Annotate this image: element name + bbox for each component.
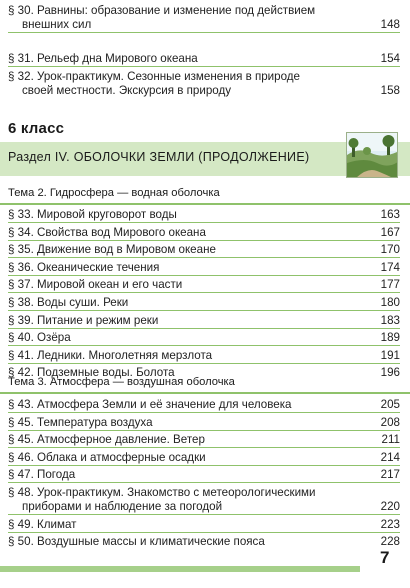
landscape-image-icon bbox=[347, 133, 398, 178]
toc-entry[interactable] bbox=[8, 486, 400, 515]
toc-entry-title: § 35. Движение вод в Мировом океане bbox=[8, 243, 216, 257]
toc-entry-page: 217 bbox=[380, 468, 400, 482]
toc-entry[interactable] bbox=[8, 208, 400, 223]
landscape-illustration bbox=[346, 132, 398, 178]
toc-entry-title-cont: внешних сил bbox=[22, 18, 92, 31]
toc-entry-title: § 43. Атмосфера Земли и её значение для человека bbox=[8, 398, 292, 411]
toc-entry[interactable] bbox=[8, 416, 400, 431]
toc-entry-title: § 45. Температура воздуха bbox=[8, 415, 153, 429]
toc-entry-page: 183 bbox=[380, 313, 400, 327]
toc-entry-title: § 30. Равнины: образование и изменение под действием bbox=[8, 4, 316, 17]
toc-entry[interactable] bbox=[8, 314, 400, 329]
topic-title-hydrosphere: Тема 2. Гидросфера — водная оболочка bbox=[8, 187, 220, 199]
toc-entry[interactable] bbox=[8, 278, 400, 293]
toc-entry[interactable] bbox=[8, 331, 400, 346]
toc-entry-title: § 42. Подземные воды. Болота bbox=[8, 366, 175, 380]
topic-title-atmosphere: Тема 3. Атмосфера — воздушная оболочка bbox=[8, 376, 235, 388]
toc-entry-title: § 38. Воды суши. Реки bbox=[8, 296, 129, 309]
toc-entry-page: 214 bbox=[380, 450, 400, 464]
toc-entry[interactable] bbox=[8, 349, 400, 364]
toc-entry-page: 208 bbox=[380, 415, 400, 429]
toc-entry[interactable] bbox=[8, 398, 400, 413]
toc-entry-page: 191 bbox=[380, 348, 400, 362]
toc-entry-page: 180 bbox=[380, 296, 400, 309]
toc-entry-page: 167 bbox=[380, 225, 400, 239]
toc-entry[interactable] bbox=[8, 226, 400, 241]
toc-entry-title-cont: приборами и наблюдение за погодой bbox=[22, 500, 223, 513]
toc-entry-page: 196 bbox=[380, 366, 400, 380]
toc-entry-title: § 34. Свойства вод Мирового океана bbox=[8, 225, 206, 239]
toc-entry-title: § 41. Ледники. Многолетняя мерзлота bbox=[8, 348, 213, 362]
toc-entry[interactable] bbox=[8, 535, 400, 549]
toc-entry-page: 163 bbox=[380, 208, 400, 221]
toc-entry-page: 228 bbox=[380, 535, 400, 549]
bottom-accent-bar bbox=[0, 566, 360, 572]
toc-entry-title: § 49. Климат bbox=[8, 517, 77, 531]
toc-entry-page: 189 bbox=[380, 331, 400, 345]
toc-entry-page: 174 bbox=[380, 260, 400, 274]
toc-entry-page: 205 bbox=[380, 398, 400, 411]
toc-entry-32[interactable] bbox=[8, 70, 400, 98]
toc-entry[interactable] bbox=[8, 518, 400, 533]
toc-entry-page: 223 bbox=[380, 517, 400, 531]
toc-entry[interactable] bbox=[8, 468, 400, 483]
toc-entry-title: § 39. Питание и режим реки bbox=[8, 313, 159, 327]
toc-entry-title-cont: своей местности. Экскурсия в природу bbox=[22, 84, 232, 97]
toc-entry-30[interactable] bbox=[8, 4, 400, 33]
toc-entry[interactable] bbox=[8, 261, 400, 276]
toc-entry-title: § 40. Озёра bbox=[8, 331, 71, 345]
toc-entry[interactable] bbox=[8, 243, 400, 258]
toc-entry-page: 211 bbox=[381, 433, 400, 447]
toc-entry-title: § 32. Урок-практикум. Сезонные изменения в природе bbox=[8, 70, 301, 83]
toc-entry-title: § 31. Рельеф дна Мирового океана bbox=[8, 52, 198, 65]
toc-entry-page: 177 bbox=[380, 278, 400, 292]
toc-entry-31[interactable] bbox=[8, 52, 400, 67]
toc-entry-title: § 46. Облака и атмосферные осадки bbox=[8, 450, 206, 464]
topic-rule bbox=[0, 203, 410, 205]
toc-entry-title: § 36. Океанические течения bbox=[8, 260, 160, 274]
toc-entry-title: § 45. Атмосферное давление. Ветер bbox=[8, 433, 205, 447]
toc-entry-page: 158 bbox=[380, 84, 400, 97]
toc-entry-title: § 37. Мировой океан и его части bbox=[8, 278, 183, 292]
toc-entry[interactable] bbox=[8, 451, 400, 466]
toc-entry-page: 220 bbox=[380, 500, 400, 513]
toc-entry-title: § 48. Урок-практикум. Знакомство с метеорологическими bbox=[8, 486, 316, 499]
toc-entry-page: 154 bbox=[380, 52, 400, 65]
toc-entry-page: 170 bbox=[380, 243, 400, 257]
grade-heading: 6 класс bbox=[8, 120, 65, 137]
page-number: 7 bbox=[380, 548, 390, 567]
section-title: Раздел IV. ОБОЛОЧКИ ЗЕМЛИ (ПРОДОЛЖЕНИЕ) bbox=[8, 150, 310, 164]
toc-entry[interactable] bbox=[8, 433, 400, 448]
toc-entry[interactable] bbox=[8, 296, 400, 311]
toc-entry-title: § 50. Воздушные массы и климатические пояса bbox=[8, 535, 265, 549]
toc-entry-page: 148 bbox=[380, 18, 400, 31]
topic-rule bbox=[0, 392, 410, 394]
toc-entry-title: § 33. Мировой круговорот воды bbox=[8, 208, 177, 221]
toc-entry-title: § 47. Погода bbox=[8, 468, 76, 482]
